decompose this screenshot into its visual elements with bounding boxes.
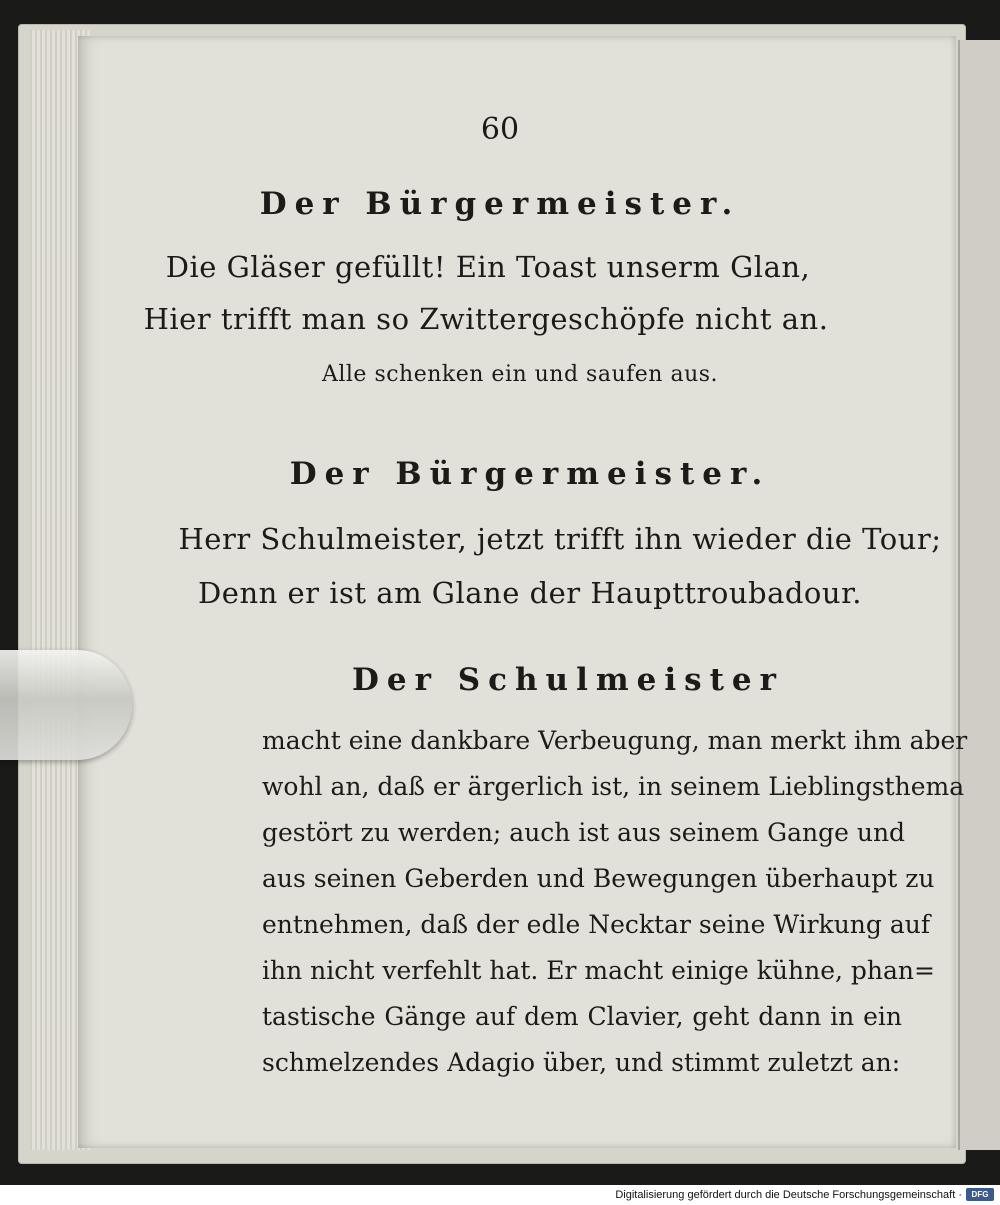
page-number: 60 [480, 112, 520, 147]
prose-line: ihn nicht verfehlt hat. Er macht einige kühne, phan= [262, 956, 935, 985]
speaker-heading: Der Schulmeister [352, 662, 784, 698]
prose-line: macht eine dankbare Verbeugung, man merkt ihm aber [262, 726, 968, 755]
prose-line: aus seinen Geberden und Bewegungen überhaupt zu [262, 864, 935, 893]
dfg-logo: DFG [966, 1188, 994, 1201]
prose-line: wohl an, daß er ärgerlich ist, in seinem Lieblingsthema [262, 772, 965, 801]
verse-line: Denn er ist am Glane der Haupttroubadour. [198, 576, 862, 610]
speaker-heading: Der Bürgermeister. [289, 456, 771, 492]
prose-line: schmelzendes Adagio über, und stimmt zuletzt an: [262, 1048, 901, 1077]
footer-credit: Digitalisierung gefördert durch die Deutsche Forschungsgemeinschaft · [615, 1189, 962, 1201]
prose-line: gestört zu werden; auch ist aus seinem Gange und [262, 818, 906, 847]
digitization-footer [0, 1185, 1000, 1205]
verse-line: Hier trifft man so Zwittergeschöpfe nicht an. [143, 302, 829, 336]
speaker-heading: Der Bürgermeister. [259, 186, 741, 222]
prose-line: entnehmen, daß der edle Necktar seine Wirkung auf [262, 910, 931, 939]
verse-line: Die Gläser gefüllt! Ein Toast unserm Glan, [165, 250, 811, 284]
prose-line: tastische Gänge auf dem Clavier, geht dann in ein [262, 1002, 902, 1031]
stage-direction: Alle schenken ein und saufen aus. [321, 362, 719, 387]
page-clip [0, 650, 132, 760]
verse-line: Herr Schulmeister, jetzt trifft ihn wieder die Tour; [178, 522, 942, 556]
